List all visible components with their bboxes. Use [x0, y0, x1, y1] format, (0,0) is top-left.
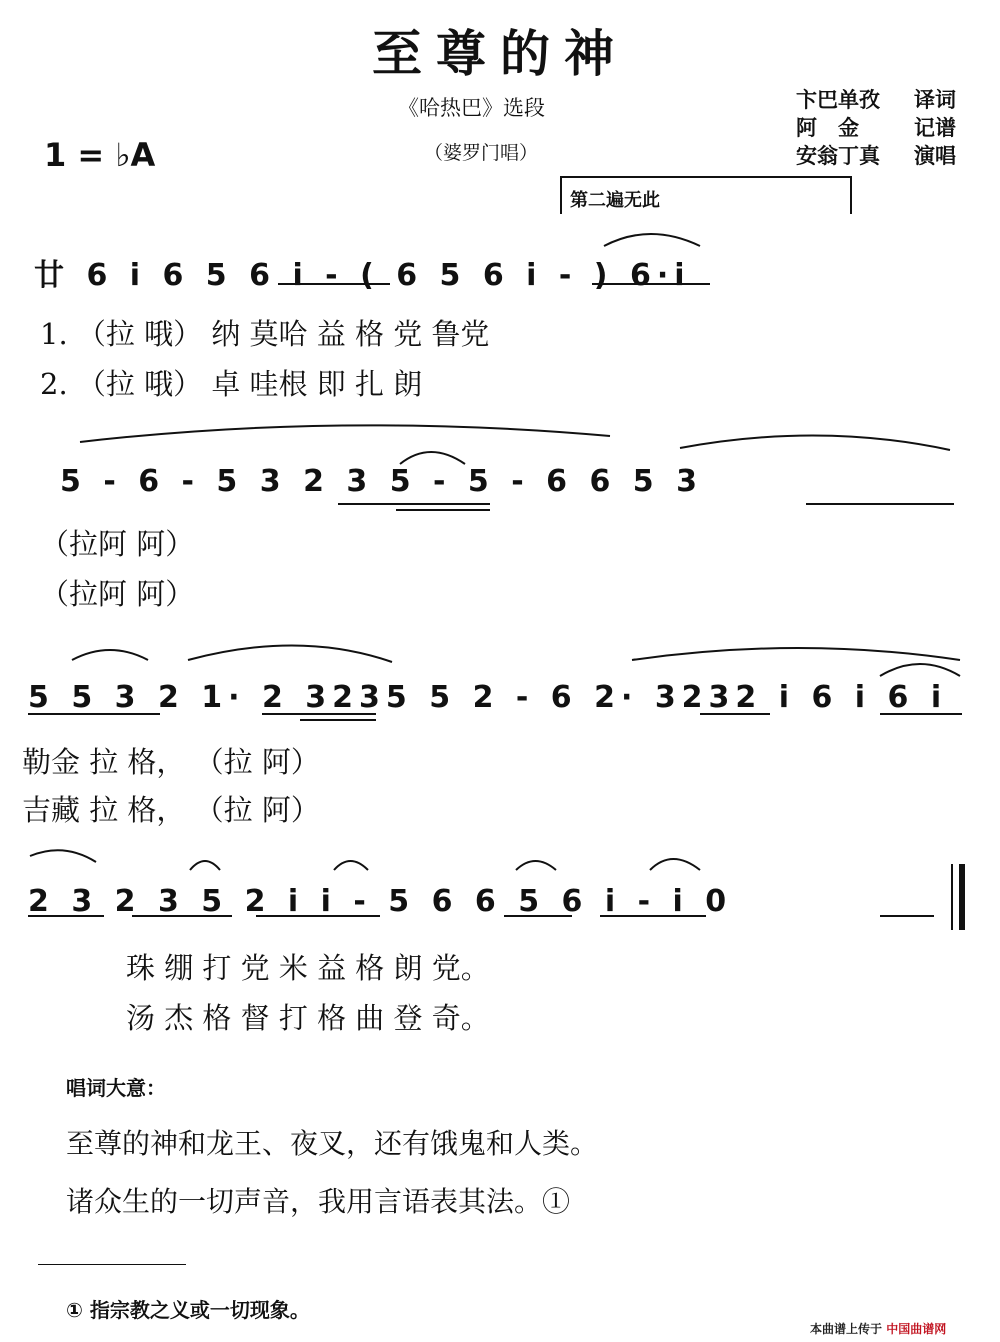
- slur-mark: [72, 650, 148, 660]
- slur-mark: [334, 861, 368, 870]
- key-signature-text: 1 = ♭A: [44, 136, 156, 174]
- slur-mark: [400, 452, 465, 464]
- credit-role: 演唱: [914, 143, 956, 168]
- slur-mark: [516, 861, 556, 870]
- lyric-meaning-line-1: 至尊的神和龙王、夜叉，还有饿鬼和人类。: [66, 1127, 599, 1160]
- slur-mark: [604, 234, 700, 246]
- credit-role: 译词: [914, 87, 956, 112]
- watermark-prefix: 本曲谱上传于: [810, 1322, 883, 1336]
- volta-label: 第二遍无此: [570, 190, 660, 211]
- slur-mark: [30, 850, 96, 862]
- credit-role: 记谱: [914, 115, 956, 140]
- lyric-verse-1: 勒金 拉 格， （拉 阿）: [22, 745, 320, 779]
- lyric-verse-2: （拉阿 阿）: [40, 577, 195, 611]
- notes-line: 5 - 6 - 5 3 2 3 5 - 5 - 6 6 5 3: [60, 464, 703, 499]
- lyric-verse-2: 吉藏 拉 格， （拉 阿）: [22, 793, 320, 827]
- notes-line: 5 5 3 2 1· 2 3235 5 2 - 6 2· 3232 i 6 i 6 i: [28, 680, 948, 715]
- footnote: ① 指宗教之义或一切现象。: [66, 1298, 310, 1322]
- lyric-verse-1: 珠 绷 打 党 米 益 格 朗 党。: [126, 951, 490, 985]
- lyric-meaning-heading: 唱词大意：: [66, 1076, 166, 1100]
- credit-name: 卞巴单孜: [796, 87, 880, 112]
- score-system-1: [0, 250, 1000, 294]
- slur-mark: [188, 645, 392, 662]
- lyric-verse-1: （拉阿 阿）: [40, 527, 195, 561]
- slur-mark: [880, 664, 960, 676]
- lyric-verse-2: 汤 杰 格 督 打 格 曲 登 奇。: [126, 1001, 490, 1035]
- performer-note: （婆罗门唱）: [424, 142, 539, 164]
- score-system-2: [0, 464, 1000, 508]
- lyric-verse-1: 1. （拉 哦） 纳 莫哈 益 格 党 鲁党: [40, 317, 490, 351]
- credit-name: 安翁丁真: [796, 143, 880, 168]
- watermark-brand: 中国曲谱网: [886, 1322, 947, 1336]
- watermark: [810, 1320, 946, 1337]
- slur-mark: [632, 648, 960, 660]
- credit-name: 阿 金: [796, 115, 859, 140]
- page-title: 至尊的神: [372, 24, 628, 83]
- notes-line: 廿 6 i 6 5 6 i - ( 6 5 6 i - ) 6·i: [34, 258, 691, 293]
- slur-mark: [190, 861, 220, 870]
- slur-mark: [650, 859, 700, 870]
- score-system-4: [0, 884, 1000, 928]
- lyric-meaning-line-2: 诸众生的一切声音，我用言语表其法。①: [66, 1185, 571, 1218]
- subtitle: 《哈热巴》选段: [398, 96, 545, 120]
- score-system-3: [0, 680, 1000, 724]
- slur-mark: [80, 425, 610, 442]
- lyric-verse-2: 2. （拉 哦） 卓 哇根 即 扎 朗: [40, 367, 423, 401]
- notes-line: 2 3 2 3 5 2 i i - 5 6 6 5 6 i - i 0: [28, 884, 733, 919]
- slur-mark: [680, 435, 950, 450]
- footnote-divider: [38, 1264, 186, 1265]
